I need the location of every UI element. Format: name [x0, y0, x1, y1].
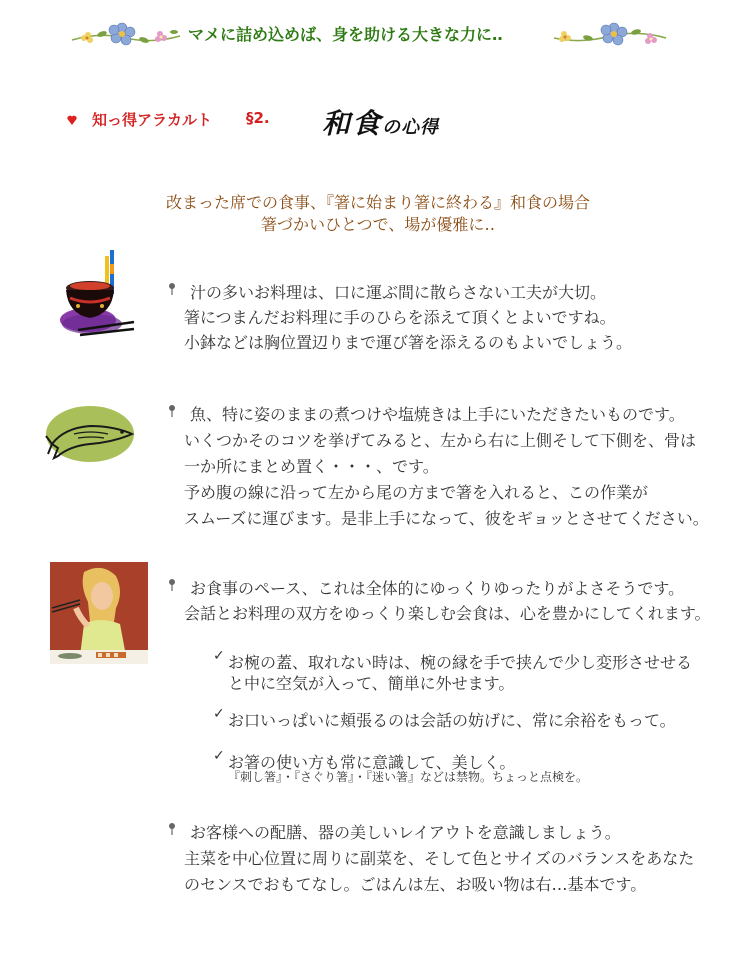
check-2-line-1: お口いっぱいに頬張るのは会話の妨げに、常に余裕をもって。 — [228, 711, 676, 730]
item-1-line-2: 箸につまんだお料理に手のひらを添えて頂くとよいですね。 — [184, 308, 616, 327]
woman-eating-icon — [50, 562, 148, 664]
item-1-line-1: 汁の多いお料理は、口に運ぶ間に散らさない工夫が大切。 — [190, 283, 607, 302]
heading-sub: の心得 — [382, 117, 440, 138]
section-number: §2. — [246, 109, 270, 127]
item-2-line-2: いくつかそのコツを挙げてみると、左から右に上側そして下側を、骨は — [184, 431, 697, 450]
fish-icon — [44, 404, 136, 466]
intro-line-2: 箸づかいひとつで、場が優雅に‥ — [260, 215, 496, 234]
pin-icon — [168, 578, 176, 592]
check-mark-icon: ✓ — [213, 648, 225, 664]
check-3-line-2: 『刺し箸』・『さぐり箸』・『迷い箸』などは禁物。ちょっと点検を。 — [228, 770, 589, 784]
soup-bowl-icon — [54, 250, 136, 344]
check-mark-icon: ✓ — [213, 748, 225, 764]
heading-main: 和食 — [322, 107, 383, 140]
pin-icon — [168, 822, 176, 836]
section-label: 知っ得アラカルト — [92, 111, 213, 129]
header-banner — [0, 18, 756, 52]
check-1-line-1: お椀の蓋、取れない時は、椀の縁を手で挟んで少し変形させせる — [228, 653, 693, 672]
section-heading — [322, 102, 439, 142]
flower-vine-right-icon — [552, 18, 668, 50]
flower-vine-left-icon — [70, 18, 182, 50]
item-2-line-5: スムーズに運びます。是非上手になって、彼をギョッとさせてください。 — [184, 509, 709, 528]
check-1-line-2: と中に空気が入って、簡単に外せます。 — [228, 674, 515, 693]
header-slogan: マメに詰め込めば、身を助ける大きな力に‥ — [188, 25, 503, 44]
item-2-line-4: 予め腹の線に沿って左から尾の方まで箸を入れると、この作業が — [184, 483, 649, 502]
item-1-line-3: 小鉢などは胸位置辺りまで運び箸を添えるのもよいでしょう。 — [184, 333, 633, 352]
red-pin-icon — [66, 114, 78, 126]
item-3-line-1: お食事のペース、これは全体的にゆっくりゆったりがよさそうです。 — [190, 579, 685, 598]
pin-icon — [168, 282, 176, 296]
intro-line-1: 改まった席での食事、『箸に始まり箸に終わる』和食の場合 — [165, 193, 590, 212]
item-4-line-1: お客様への配膳、器の美しいレイアウトを意識しましょう。 — [190, 823, 621, 842]
item-3-line-2: 会話とお料理の双方をゆっくり楽しむ会食は、心を豊かにしてくれます。 — [184, 604, 711, 623]
pin-icon — [168, 404, 176, 418]
item-2-line-1: 魚、特に姿のままの煮つけや塩焼きは上手にいただきたいものです。 — [190, 405, 685, 424]
item-4-line-2: 主菜を中心位置に周りに副菜を、そして色とサイズのバランスをあなた — [184, 849, 695, 868]
check-3-line-1: お箸の使い方も常に意識して、美しく。 — [228, 753, 516, 772]
check-mark-icon: ✓ — [213, 706, 225, 722]
item-2-line-3: 一か所にまとめ置く・・・、です。 — [184, 457, 439, 476]
item-4-line-3: のセンスでおもてなし。ごはんは左、お吸い物は右…基本です。 — [184, 875, 647, 894]
